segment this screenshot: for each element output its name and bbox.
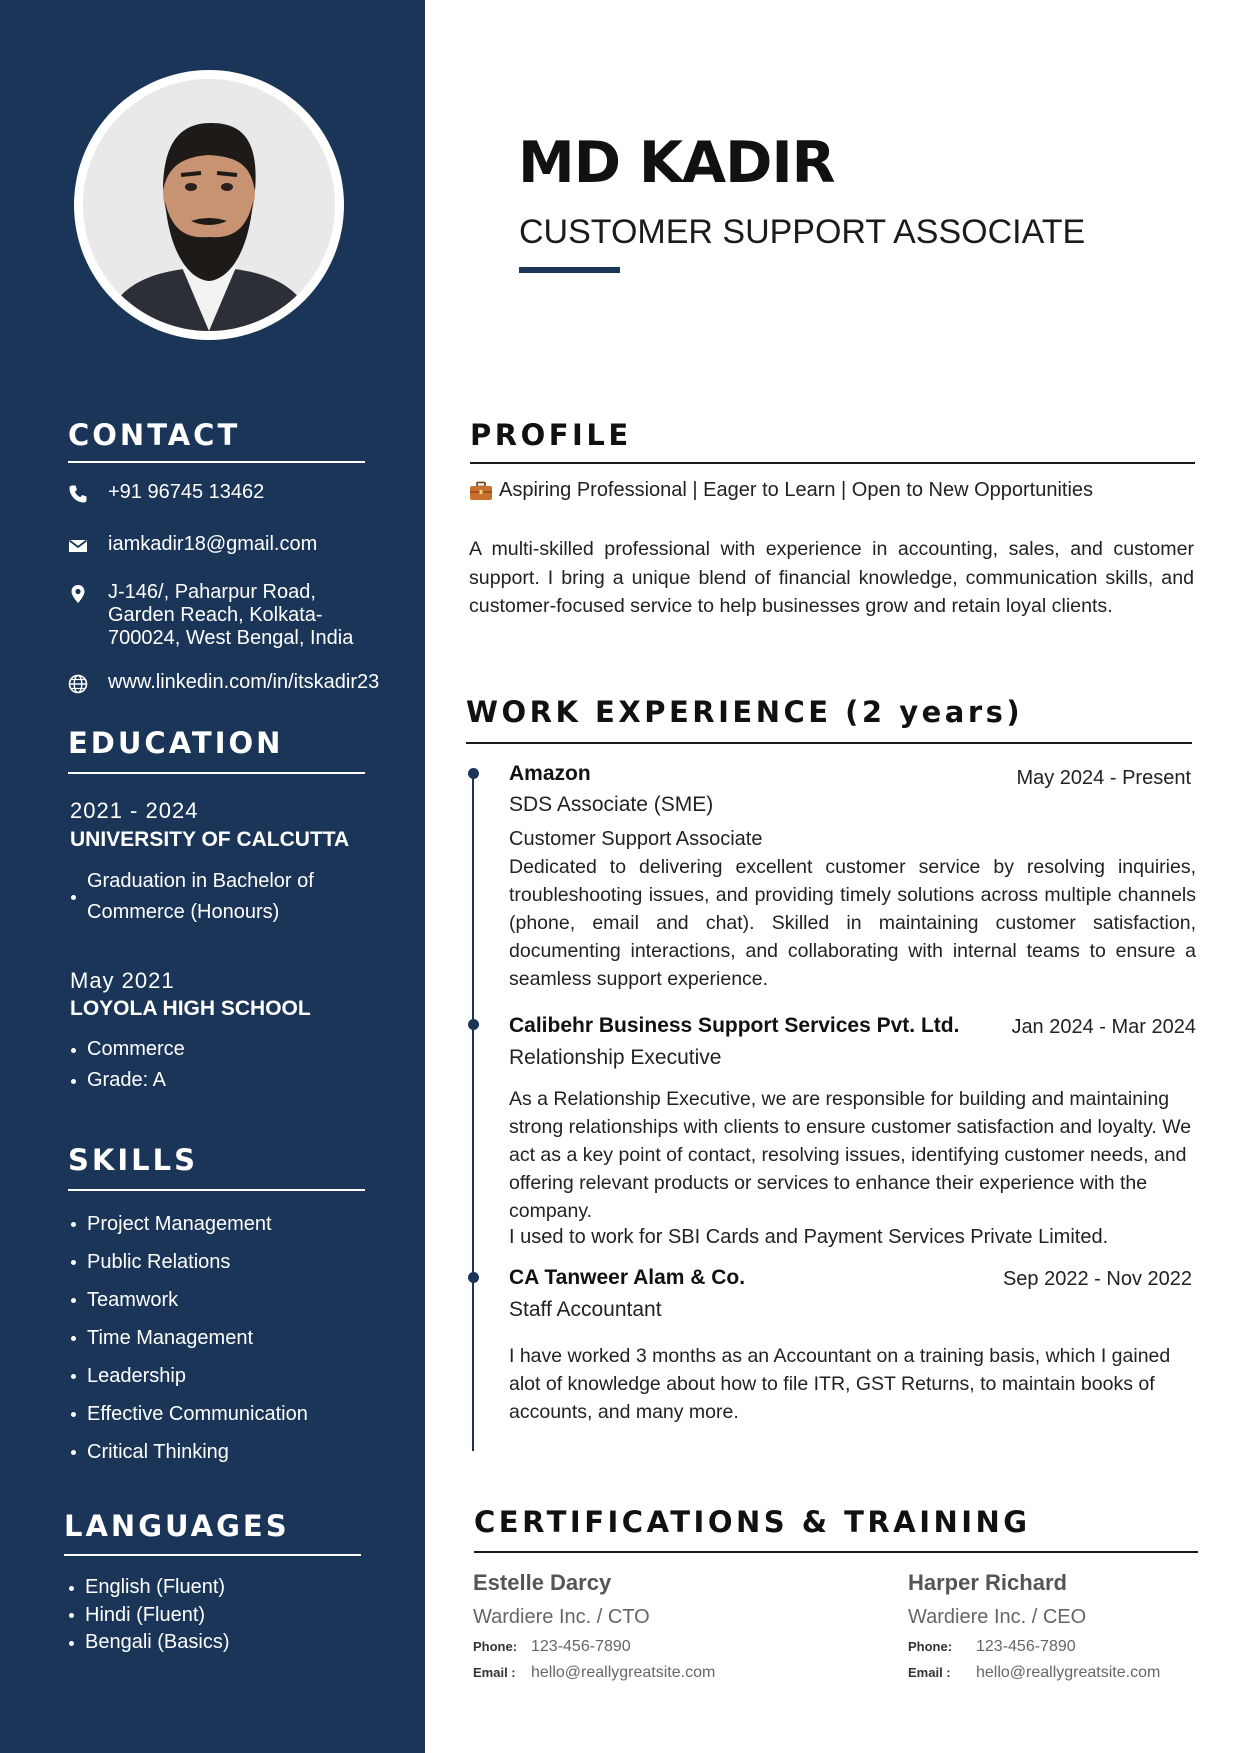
skill-item: Time Management bbox=[68, 1319, 308, 1357]
job-title: SDS Associate (SME) bbox=[509, 793, 714, 816]
job-title: Staff Accountant bbox=[509, 1298, 662, 1321]
location-pin-icon bbox=[68, 584, 88, 604]
profile-tagline-text: Aspiring Professional | Eager to Learn | Open to New Opportunities bbox=[499, 479, 1094, 501]
job-description: As a Relationship Executive, we are responsible for building and maintaining strong relationships with clients to ensure customer satisfaction and loyalty. We act as a key point of contact, resolving issues, identifying customer needs, and offering relevant products or services to enhance their experience with the company. bbox=[509, 1088, 1192, 1222]
reference-role: Wardiere Inc. / CEO bbox=[908, 1606, 1087, 1628]
skill-item: Critical Thinking bbox=[68, 1433, 308, 1471]
profile-photo bbox=[83, 79, 335, 331]
list-item: Grade: A bbox=[68, 1065, 185, 1096]
contact-divider bbox=[68, 461, 365, 463]
profile-photo-frame bbox=[74, 70, 344, 340]
education-details bbox=[68, 1034, 185, 1096]
skills-list bbox=[68, 1205, 308, 1471]
languages-heading: LANGUAGES bbox=[64, 1509, 290, 1543]
contact-website-link[interactable]: www.linkedin.com/in/itskadir23 bbox=[108, 671, 380, 693]
certifications-divider bbox=[474, 1551, 1198, 1553]
job-description: Dedicated to delivering excellent customer service by resolving inquiries, troubleshooting issues, and providing timely solutions across multiple channels (phone, email and chat). Skilled in maintaining customer satisfaction, documenting interactions, and collaborating with internal teams to ensure a seamless support experience. bbox=[509, 856, 1196, 990]
languages-list bbox=[66, 1574, 230, 1657]
reference-phone: Phone: 123-456-7890 bbox=[473, 1638, 631, 1655]
timeline-dot bbox=[468, 1019, 479, 1030]
profile-summary: A multi-skilled professional with experience in accounting, sales, and customer support. I bring a unique blend of financial knowledge, communication skills, and customer-focused service to help businesses grow and retain loyal clients. bbox=[469, 538, 1194, 617]
job-dates: Sep 2022 - Nov 2022 bbox=[1002, 1268, 1192, 1290]
language-item: Bengali (Basics) bbox=[66, 1629, 230, 1657]
contact-address bbox=[68, 581, 353, 650]
reference-role: Wardiere Inc. / CTO bbox=[473, 1606, 650, 1628]
skill-item: Project Management bbox=[68, 1205, 308, 1243]
envelope-icon bbox=[68, 536, 88, 556]
job-company: CA Tanweer Alam & Co. bbox=[509, 1266, 746, 1289]
experience-divider bbox=[466, 742, 1192, 744]
job-company: Calibehr Business Support Services Pvt. Ltd. bbox=[509, 1014, 960, 1037]
experience-timeline bbox=[472, 770, 474, 1451]
profile-heading: PROFILE bbox=[470, 418, 632, 452]
profile-divider bbox=[470, 462, 1195, 464]
globe-icon bbox=[68, 674, 88, 694]
job-title: Relationship Executive bbox=[509, 1046, 722, 1069]
candidate-name: MD KADIR bbox=[518, 130, 835, 196]
address-line: Garden Reach, Kolkata- bbox=[108, 604, 323, 626]
reference-name: Estelle Darcy bbox=[473, 1570, 612, 1595]
skill-item: Public Relations bbox=[68, 1243, 308, 1281]
language-item: English (Fluent) bbox=[66, 1574, 230, 1602]
education-school: LOYOLA HIGH SCHOOL bbox=[70, 997, 311, 1020]
reference-email: Email : hello@reallygreatsite.com bbox=[473, 1664, 716, 1681]
certifications-heading: CERTIFICATIONS & TRAINING bbox=[474, 1505, 1031, 1539]
reference-email: Email : hello@reallygreatsite.com bbox=[908, 1664, 1161, 1681]
skill-item: Teamwork bbox=[68, 1281, 308, 1319]
reference-name: Harper Richard bbox=[908, 1570, 1067, 1595]
job-note: I used to work for SBI Cards and Payment Services Private Limited. bbox=[509, 1226, 1109, 1248]
education-school: UNIVERSITY OF CALCUTTA bbox=[70, 828, 350, 851]
job-dates: May 2024 - Present bbox=[1016, 767, 1191, 789]
education-year: May 2021 bbox=[70, 968, 175, 993]
education-year: 2021 - 2024 bbox=[70, 798, 199, 823]
briefcase-icon bbox=[469, 481, 493, 501]
experience-heading: WORK EXPERIENCE (2 years) bbox=[466, 695, 1024, 729]
contact-phone-text: +91 96745 13462 bbox=[108, 481, 265, 503]
contact-heading: CONTACT bbox=[68, 418, 241, 452]
contact-email-text[interactable]: iamkadir18@gmail.com bbox=[108, 533, 318, 555]
contact-website bbox=[68, 671, 379, 694]
profile-photo-illustration bbox=[83, 79, 335, 331]
languages-divider bbox=[64, 1554, 361, 1556]
phone-icon bbox=[68, 484, 88, 504]
list-item: Commerce bbox=[68, 1034, 185, 1065]
sidebar bbox=[0, 0, 425, 1753]
contact-email bbox=[68, 533, 317, 556]
education-details bbox=[68, 866, 314, 928]
contact-address-text bbox=[108, 581, 353, 650]
skill-item: Leadership bbox=[68, 1357, 308, 1395]
job-company: Amazon bbox=[509, 762, 591, 785]
role-accent-bar bbox=[519, 267, 620, 273]
skill-item: Effective Communication bbox=[68, 1395, 308, 1433]
education-heading: EDUCATION bbox=[68, 726, 284, 760]
address-line: J-146/, Paharpur Road, bbox=[108, 581, 316, 603]
education-divider bbox=[68, 772, 365, 774]
contact-phone bbox=[68, 481, 264, 504]
profile-tagline bbox=[469, 479, 1093, 502]
list-item: Graduation in Bachelor of Commerce (Honours) bbox=[68, 866, 314, 928]
job-description: I have worked 3 months as an Accountant on a training basis, which I gained alot of knowledge about how to file ITR, GST Returns, to maintain books of accounts, and many more. bbox=[509, 1345, 1171, 1423]
reference-phone: Phone: 123-456-7890 bbox=[908, 1638, 1076, 1655]
timeline-dot bbox=[468, 768, 479, 779]
address-line: 700024, West Bengal, India bbox=[108, 627, 354, 649]
timeline-dot bbox=[468, 1272, 479, 1283]
skills-heading: SKILLS bbox=[68, 1143, 198, 1177]
job-dates: Jan 2024 - Mar 2024 bbox=[1011, 1016, 1196, 1038]
candidate-role: CUSTOMER SUPPORT ASSOCIATE bbox=[519, 213, 1086, 251]
skills-divider bbox=[68, 1189, 365, 1191]
language-item: Hindi (Fluent) bbox=[66, 1602, 230, 1630]
job-subtitle: Customer Support Associate bbox=[509, 828, 763, 850]
